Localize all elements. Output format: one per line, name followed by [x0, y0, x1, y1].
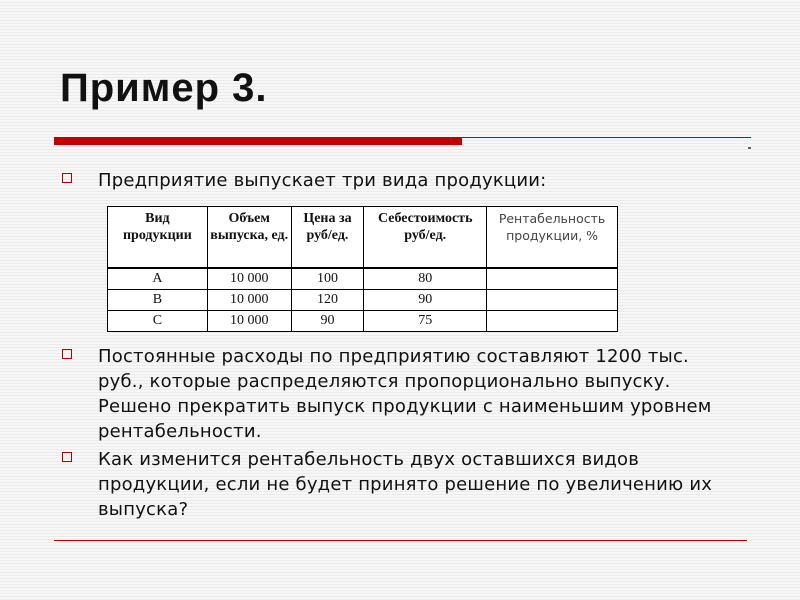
production-table — [107, 206, 618, 332]
table-header-row — [108, 207, 618, 269]
square-bullet-icon — [62, 173, 72, 183]
title-accent-bar — [54, 138, 462, 145]
slide-title: Пример 3. — [60, 66, 268, 110]
cell-volume: 10 000 — [207, 290, 291, 311]
table-row — [108, 311, 618, 332]
square-bullet-icon — [62, 452, 72, 462]
intro-text: Предприятие выпускает три вида продукции: — [98, 170, 547, 191]
square-bullet-icon — [62, 349, 72, 359]
cell-cost: 90 — [364, 290, 487, 311]
cell-profitability — [487, 311, 618, 332]
cell-profitability — [487, 268, 618, 290]
cell-volume: 10 000 — [207, 268, 291, 290]
fixed-costs-text: Постоянные расходы по предприятию составляют 1200 тыс. руб., которые распределяются пропорционально выпуску. Решено прекратить выпуск продукции с наименьшим уровнем рентабельности. — [98, 346, 712, 442]
table-row — [108, 268, 618, 290]
cell-price: 120 — [291, 290, 364, 311]
divider-end-mark — [748, 147, 751, 149]
cell-profitability — [487, 290, 618, 311]
cell-volume: 10 000 — [207, 311, 291, 332]
cell-price: 90 — [291, 311, 364, 332]
cell-product: A — [108, 268, 208, 290]
cell-cost: 75 — [364, 311, 487, 332]
cell-price: 100 — [291, 268, 364, 290]
header-profitability: Рентабельность продукции, % — [487, 207, 618, 269]
cell-product: C — [108, 311, 208, 332]
cell-product: B — [108, 290, 208, 311]
table-row — [108, 290, 618, 311]
header-price: Цена за руб/ед. — [291, 207, 364, 269]
bottom-divider-line — [54, 540, 747, 541]
header-output-volume: Объем выпуска, ед. — [207, 207, 291, 269]
header-cost: Себестоимость руб/ед. — [364, 207, 487, 269]
question-text: Как изменится рентабельность двух оставшихся видов продукции, если не будет принято решение по увеличению их выпуска? — [98, 449, 713, 520]
header-product-type: Вид продукции — [108, 207, 208, 269]
cell-cost: 80 — [364, 268, 487, 290]
